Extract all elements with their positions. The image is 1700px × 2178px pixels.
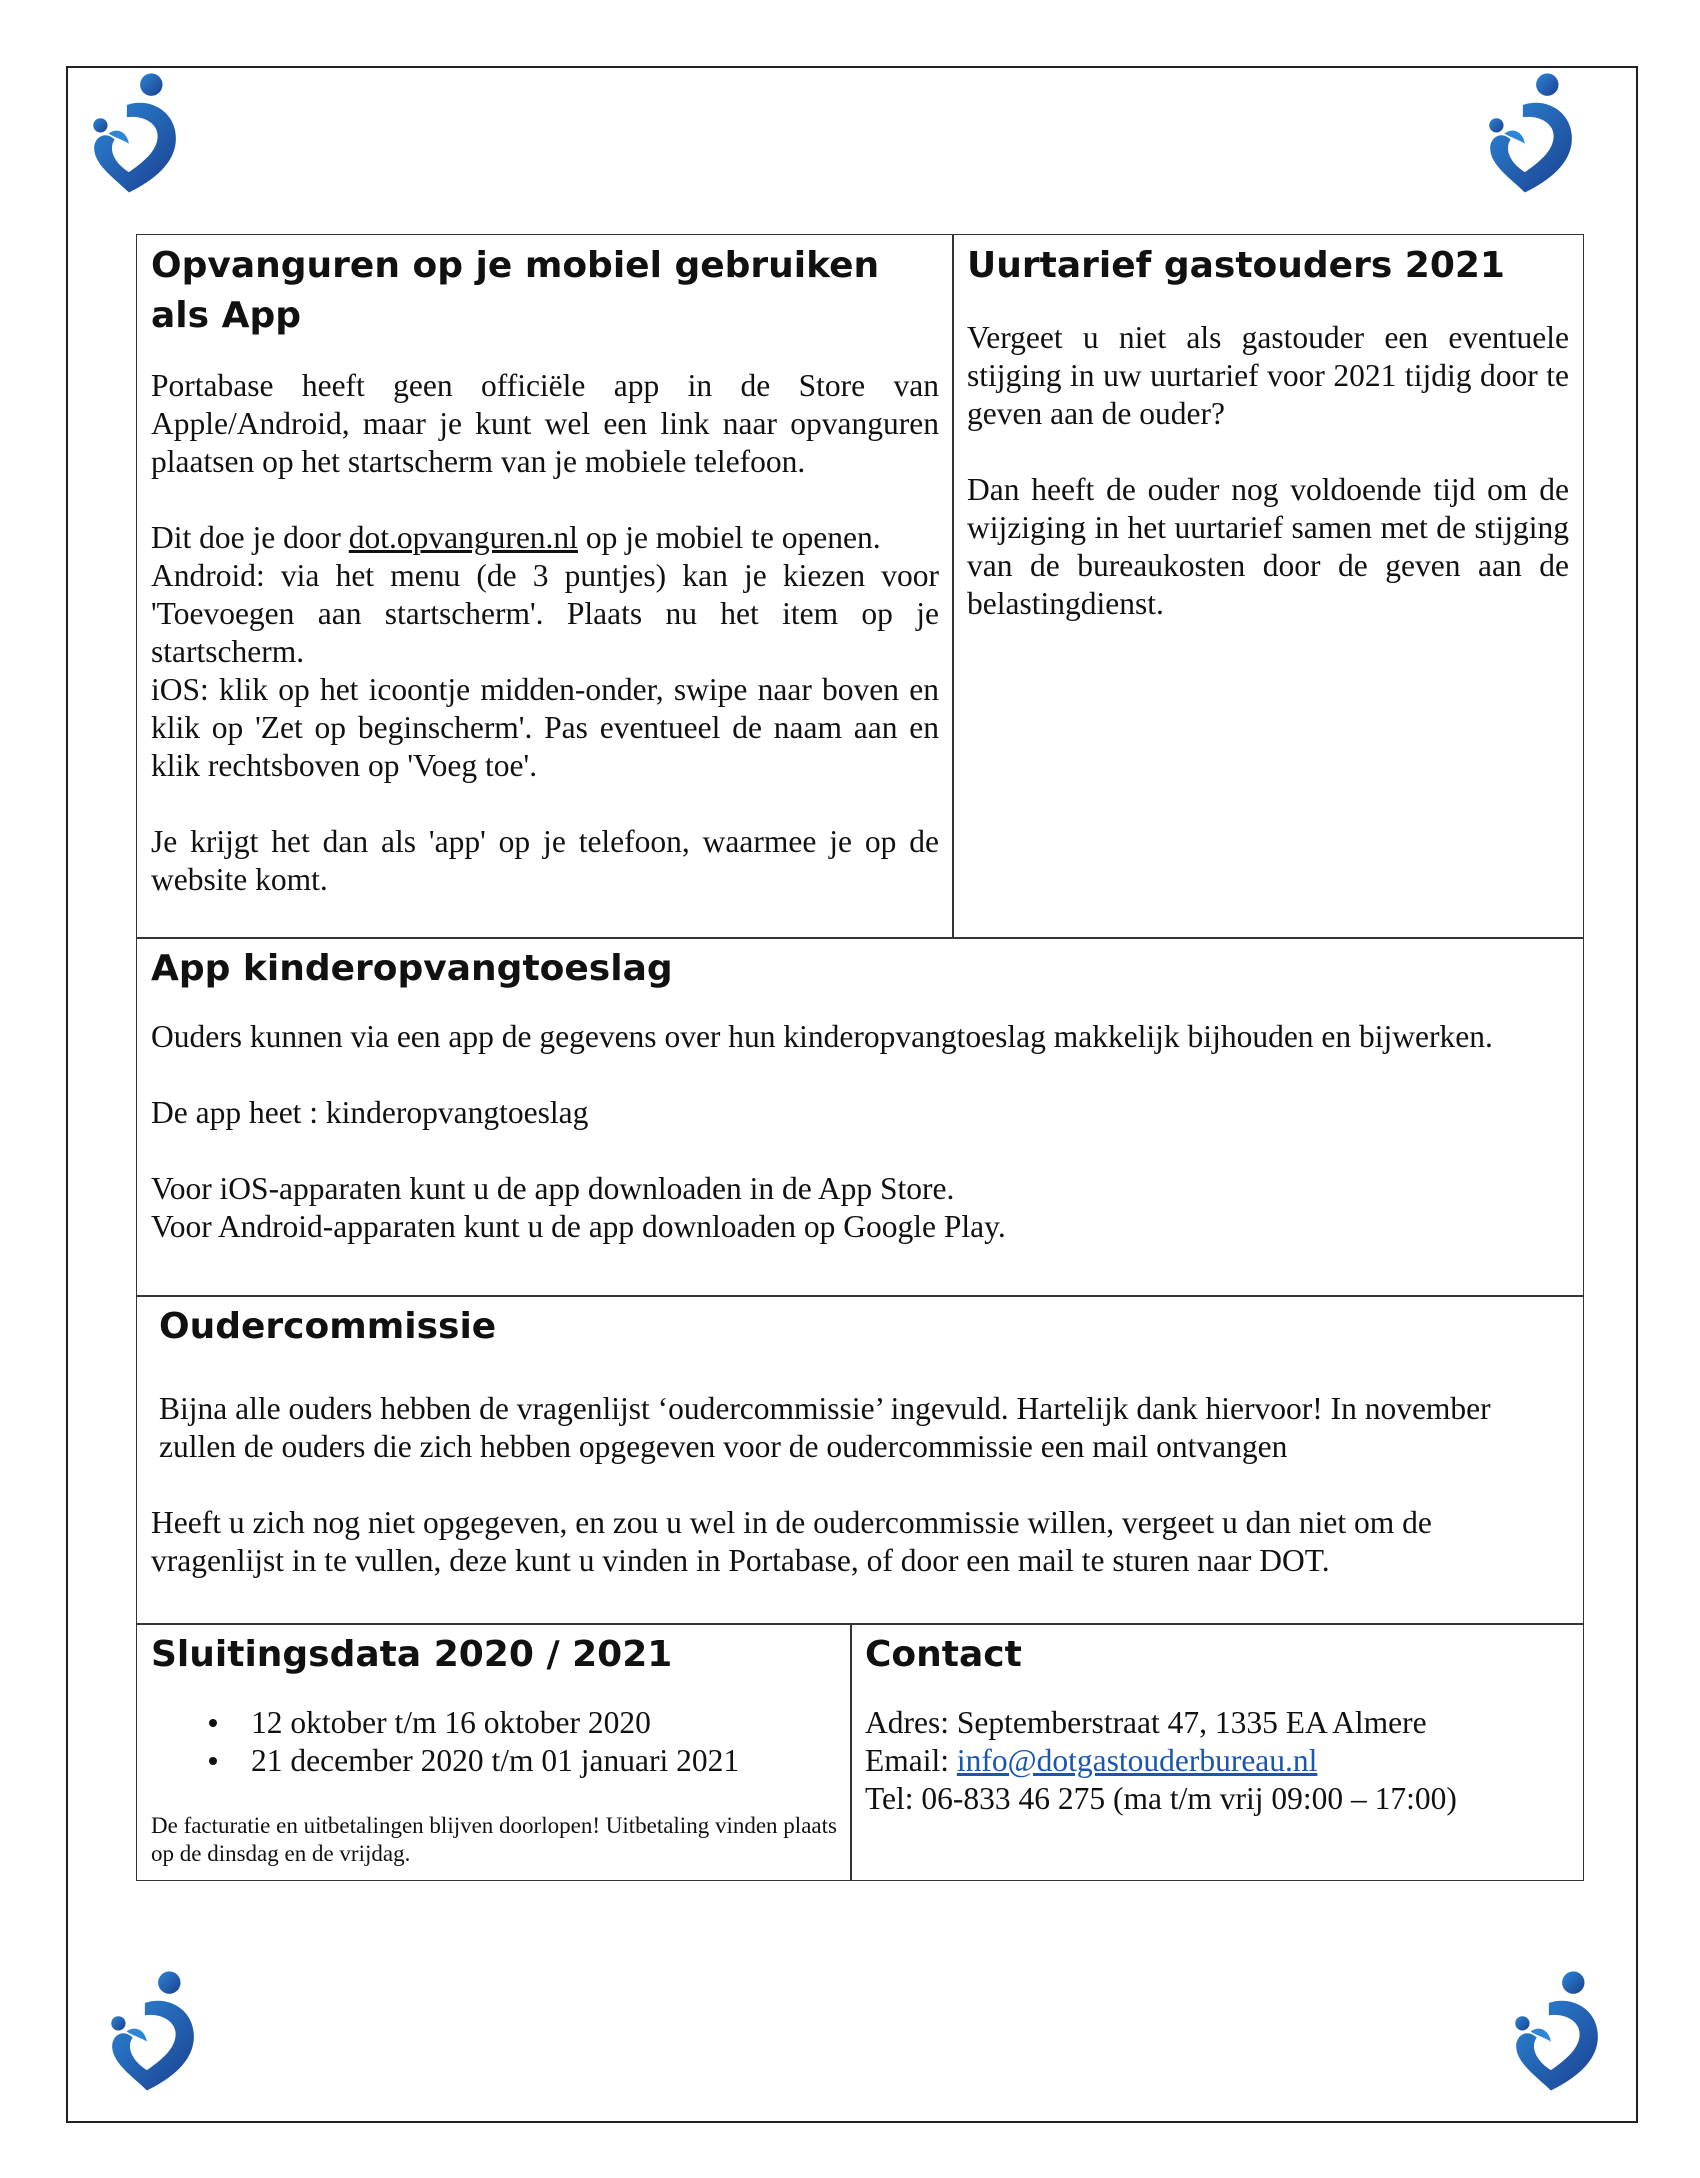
family-heart-logo-icon <box>1474 70 1586 198</box>
sluiting-section-title: Sluitingsdata 2020 / 2021 <box>151 1634 673 1675</box>
tarief-section-para1: Vergeet u niet als gastouder een eventuele stijging in uw uurtarief voor 2021 tijdig door te geven aan de ouder? <box>967 320 1569 431</box>
sluiting-list <box>151 1704 837 1780</box>
commissie-section-title: Oudercommissie <box>159 1306 497 1347</box>
app-section-title: Opvanguren op je mobiel gebruiken als App <box>151 245 880 336</box>
list-item: 21 december 2020 t/m 01 januari 2021 <box>151 1742 837 1780</box>
contact-phone: Tel: 06-833 46 275 (ma t/m vrij 09:00 – 17:00) <box>865 1781 1457 1816</box>
tarief-section <box>952 234 1584 939</box>
family-heart-logo-icon <box>78 70 190 198</box>
sluiting-section <box>136 1623 852 1881</box>
contact-section <box>850 1623 1584 1881</box>
app-section-para2: Dit doe je door dot.opvanguren.nl op je mobiel te openen. <box>151 520 881 555</box>
family-heart-logo-icon <box>1500 1968 1612 2096</box>
tarief-section-title: Uurtarief gastouders 2021 <box>967 245 1505 286</box>
app-section <box>136 234 954 939</box>
app-section-para3: Android: via het menu (de 3 puntjes) kan je kiezen voor 'Toevoegen aan startscherm'. Plaats nu het item op je startscherm. <box>151 558 939 669</box>
sluiting-note: De facturatie en uitbetalingen blijven doorlopen! Uitbetaling vinden plaats op de dinsdag en de vrijdag. <box>151 1813 837 1866</box>
contact-email-line: Email: info@dotgastouderbureau.nl <box>865 1743 1318 1778</box>
toeslag-section <box>136 937 1584 1297</box>
toeslag-section-para1: Ouders kunnen via een app de gegevens over hun kinderopvangtoeslag makkelijk bijhouden en bijwerken. <box>151 1019 1493 1054</box>
app-section-para5: Je krijgt het dan als 'app' op je telefoon, waarmee je op de website komt. <box>151 824 939 897</box>
toeslag-section-para4: Voor Android-apparaten kunt u de app downloaden op Google Play. <box>151 1209 1006 1244</box>
toeslag-section-para2: De app heet : kinderopvangtoeslag <box>151 1095 589 1130</box>
family-heart-logo-icon <box>96 1968 208 2096</box>
contact-section-title: Contact <box>865 1634 1022 1675</box>
app-section-para4: iOS: klik op het icoontje midden-onder, swipe naar boven en klik op 'Zet op beginscherm'. Pas eventueel de naam aan en klik rechtsboven op 'Voeg toe'. <box>151 672 939 783</box>
commissie-section-para1: Bijna alle ouders hebben de vragenlijst ‘oudercommissie’ ingevuld. Hartelijk dank hiervoor! In november zullen de ouders die zich hebben opgegeven voor de oudercommissie een mail ontvangen <box>159 1391 1491 1464</box>
email-link[interactable]: info@dotgastouderbureau.nl <box>956 1743 1318 1778</box>
app-section-para1: Portabase heeft geen officiële app in de Store van Apple/Android, maar je kunt wel een link naar opvanguren plaatsen op het startscherm van je mobiele telefoon. <box>151 368 939 479</box>
toeslag-section-para3: Voor iOS-apparaten kunt u de app downloaden in de App Store. <box>151 1171 955 1206</box>
commissie-section <box>136 1295 1584 1625</box>
contact-address: Adres: Septemberstraat 47, 1335 EA Almere <box>865 1705 1427 1740</box>
list-item: 12 oktober t/m 16 oktober 2020 <box>151 1704 837 1742</box>
tarief-section-para2: Dan heeft de ouder nog voldoende tijd om de wijziging in het uurtarief samen met de stijging van de bureaukosten door de geven aan de belastingdienst. <box>967 472 1569 621</box>
opvanguren-link[interactable]: dot.opvanguren.nl <box>348 520 578 555</box>
commissie-section-para2: Heeft u zich nog niet opgegeven, en zou u wel in de oudercommissie willen, vergeet u dan niet om de vragenlijst in te vullen, deze kunt u vinden in Portabase, of door een mail te sturen naar DOT. <box>151 1505 1432 1578</box>
toeslag-section-title: App kinderopvangtoeslag <box>151 948 673 989</box>
